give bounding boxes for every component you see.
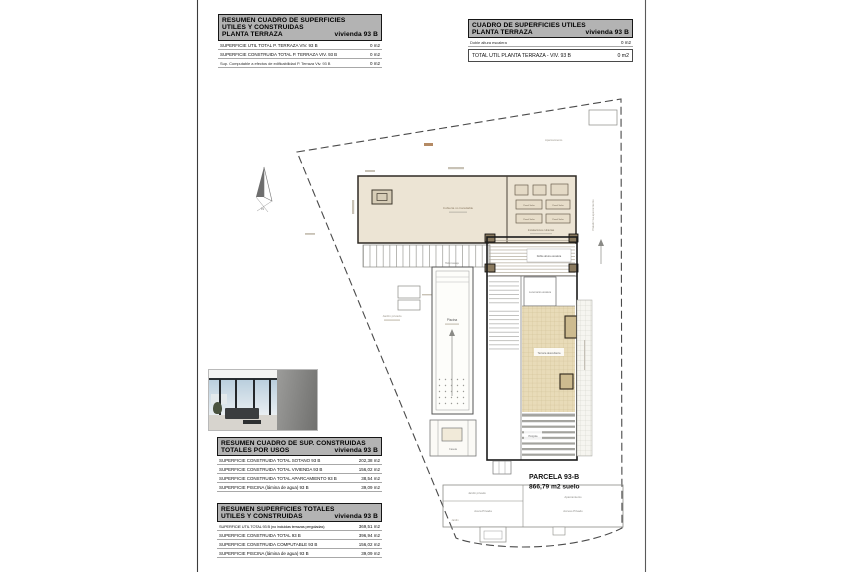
dim-smudge [384,320,400,321]
pool-house [430,420,476,456]
table-row: SUPERFICIE UTIL TOTAL 93 B (no incluidas terrazas pergoladas) 369,51 m2 [219,524,380,530]
table-row: SUPERFICIE CONSTRUIDA TOTAL APARCAMIENTO 93 B 38,54 m2 [219,476,380,482]
stairs [489,308,519,350]
solar-panel-label: Panel Solar [552,219,564,221]
coffee-table [243,420,261,424]
dwelling-ref: vivienda 93 B [334,512,378,520]
table-construidas-por-usos [217,437,382,492]
equipment-box [551,184,568,195]
table-title: RESUMEN CUADRO DE SUP. CONSTRUIDAS [221,439,366,447]
pergola-strip [363,245,490,267]
dwelling-ref: vivienda 93 B [334,446,378,454]
plant [213,402,222,414]
equipment-box [515,185,528,195]
parcel-label [529,474,580,491]
building [485,234,578,460]
utility-box [589,110,617,125]
private-access-label: Acceso Privado [563,509,583,513]
platform-label: Plataforma aparcamiento [591,199,595,231]
table-row: SUPERFICIE CONSTRUIDA TOTAL P. TERRAZA VIV. 93 B 0 m2 [220,51,380,57]
window-mullion [269,379,271,415]
table-row: SUPERFICIE PISCINA (lámina de agua) 93 B 39,09 m2 [219,551,380,557]
north-label: N [261,206,264,211]
parking-label-top: Aparcamiento [545,138,563,142]
table-header [468,19,633,38]
installations-label: Instalaciones cubiertas [527,229,555,232]
pool [432,262,473,414]
equipment-box [533,185,546,195]
double-height-label: Doble altura escalera [536,255,562,258]
garden-structure [398,286,432,310]
table-superficies-totales [217,503,382,558]
table-title: PLANTA TERRAZA [222,31,283,39]
yard-access [443,485,623,542]
roof-label: Cubierta no transitable [442,206,474,210]
table-cuadro-utiles-terraza [468,19,633,62]
interior-render-photo [208,369,318,431]
svg-text:PARCELA 93-B: PARCELA 93-B [529,474,580,481]
building-annex [493,461,511,474]
dwelling-ref: vivienda 93 B [334,31,378,39]
solar-panel-label: Panel Solar [523,205,535,207]
planter [565,316,577,338]
table-title: UTILES Y CONSTRUIDAS [222,23,304,31]
caseta-label: Caseta [449,448,457,451]
dwelling-ref: vivienda 93 B [585,28,629,36]
concrete-wall [277,370,317,430]
sofa [225,408,259,419]
table-row: Sup. Computable a efectos de edificabilidad P. Terraza Viv. 93 B 0 m2 [220,60,380,66]
lucernario-label: Lucernario escalera [529,291,551,294]
solar-panel-label: Panel Solar [552,205,564,207]
table-title: RESUMEN SUPERFICIES TOTALES [221,505,335,513]
table-row: SUPERFICIE PISCINA (lámina de agua) 93 B 39,09 m2 [219,485,380,491]
skylight-box [372,190,392,204]
table-title: CUADRO DE SUPERFICIES UTILES [472,21,586,29]
svg-text:866,79 m2 suelo: 866,79 m2 suelo [529,483,580,491]
table-total-row: TOTAL UTIL PLANTA TERRAZA - VIV. 93 B 0 m2 [468,49,633,62]
ramp-arrow [598,239,604,264]
table-title: PLANTA TERRAZA [472,28,533,36]
table-title: TOTALES POR USOS [221,446,290,454]
parking-platform [577,300,592,456]
table-resumen-cuadro-terraza [218,14,382,68]
pool-label: Piscina [446,318,458,322]
hidromasaje-label: Hidromasaje [444,262,460,265]
stairs [489,280,519,304]
table-row: SUPERFICIE CONSTRUIDA TOTAL VIVIENDA 93 B 156,02 m2 [219,467,380,473]
table-header [217,437,382,456]
table-row: SUPERFICIE UTIL TOTAL P. TERRAZA VIV. 93 B 0 m2 [220,42,380,48]
garden-label: Jardín [451,519,459,522]
parking-label: Aparcamiento [564,495,582,499]
planter [560,374,573,389]
table-title: RESUMEN CUADRO DE SUPERFICIES [222,16,346,24]
pergola-label: Pérgola [528,435,538,438]
table-header [218,14,382,41]
private-sidewalk-label: Acera Privada [474,509,492,513]
table-header [217,503,382,522]
private-garden-label: Jardín privado [468,491,486,495]
table-title: UTILES Y CONSTRUIDAS [221,512,303,520]
table-row: SUPERFICIE CONSTRUIDA COMPUTABLE 93 B 156,02 m2 [219,542,380,548]
terrace-label: Terraza descubierta [537,352,561,355]
private-garden-label-left: Jardín privado [382,314,402,318]
solar-panel-label: Panel Solar [523,219,535,221]
table-row: SUPERFICIE CONSTRUIDA TOTAL 93 B 396,94 m2 [219,533,380,539]
table-row: SUPERFICIE CONSTRUIDA TOTAL SOTANO 93 B 202,38 m2 [219,458,380,464]
north-arrow-icon [256,167,272,212]
table-row: Doble altura escalera 0 m2 [470,40,631,46]
